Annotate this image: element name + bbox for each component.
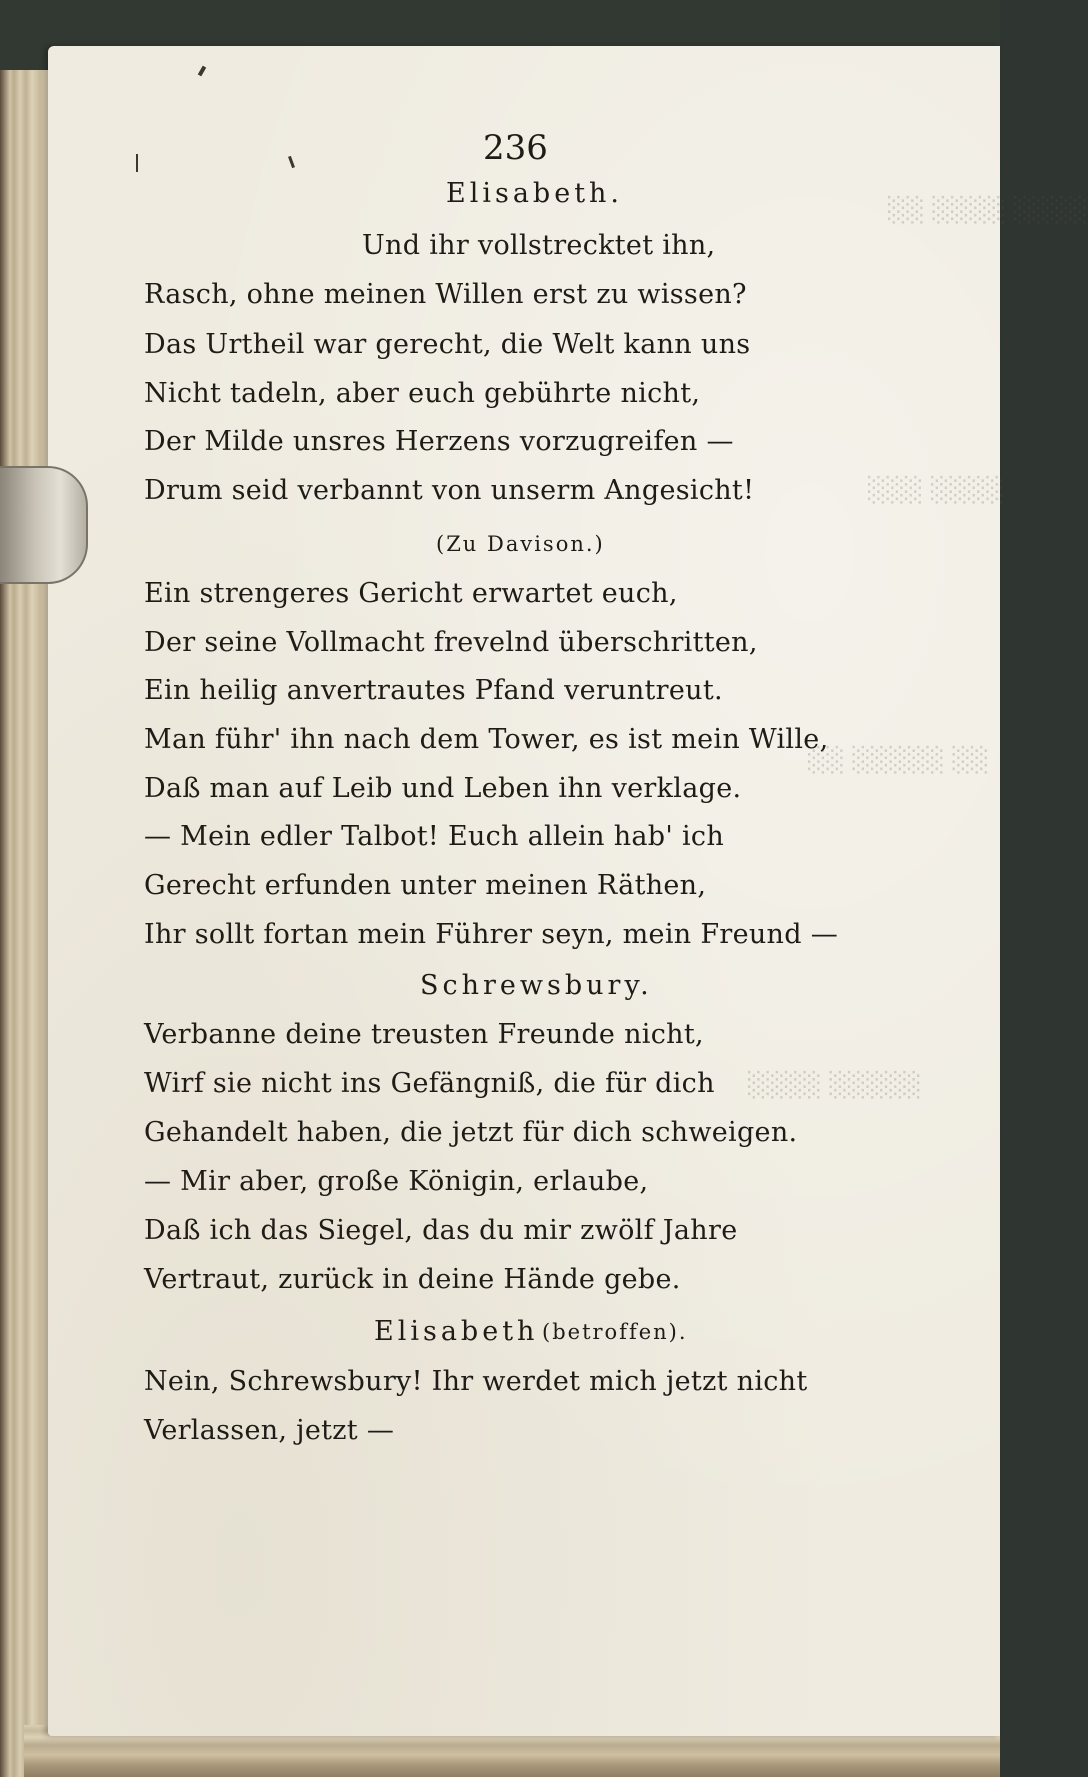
paper-speck	[136, 154, 138, 172]
verse-line: Und ihr vollstrecktet ihn,	[362, 230, 716, 261]
verse-line: Ihr sollt fortan mein Führer seyn, mein Freund —	[144, 919, 839, 950]
verse-line: Gehandelt haben, die jetzt für dich schweigen.	[144, 1117, 798, 1148]
stage-direction: (betroffen).	[542, 1320, 688, 1344]
stage-direction: (Zu Davison.)	[436, 532, 605, 556]
show-through-text: ░░░ ░░░░	[868, 476, 1005, 504]
verse-line: Nein, Schrewsbury! Ihr werdet mich jetzt nicht	[144, 1366, 808, 1397]
book-page	[48, 46, 1088, 1736]
paper-speck	[198, 66, 206, 77]
page-number: 236	[483, 128, 548, 168]
bookmark-clip	[0, 466, 88, 584]
verse-line: Ein heilig anvertrautes Pfand veruntreut.	[144, 675, 723, 706]
verse-line: Das Urtheil war gerecht, die Welt kann uns	[144, 329, 751, 360]
show-through-text: ░░ ░░░░ ░░░░	[888, 196, 1088, 224]
verse-line: — Mir aber, große Königin, erlaube,	[144, 1166, 649, 1197]
verse-line: Verbanne deine treusten Freunde nicht,	[144, 1019, 704, 1050]
show-through-text: ░░░░ ░░░░░	[748, 1071, 922, 1099]
verse-line: Man führ' ihn nach dem Tower, es ist mein Wille,	[144, 724, 829, 755]
verse-line: Daß ich das Siegel, das du mir zwölf Jahre	[144, 1215, 738, 1246]
verse-line: Vertraut, zurück in deine Hände gebe.	[144, 1264, 681, 1295]
verse-line: Ein strengeres Gericht erwartet euch,	[144, 578, 678, 609]
speaker-heading: Elisabeth	[374, 1316, 539, 1347]
verse-line: Der seine Vollmacht frevelnd überschritten,	[144, 627, 758, 658]
show-through-text: ░░ ░░░░░ ░░	[808, 746, 990, 774]
verse-line: Nicht tadeln, aber euch gebührte nicht,	[144, 378, 701, 409]
verse-line: Daß man auf Leib und Leben ihn verklage.	[144, 773, 742, 804]
speaker-heading: Schrewsbury.	[420, 970, 653, 1001]
paper-speck	[288, 156, 295, 168]
verse-line: Drum seid verbannt von unserm Angesicht!	[144, 475, 755, 506]
verse-line: Rasch, ohne meinen Willen erst zu wissen?	[144, 279, 747, 310]
verse-line: Der Milde unsres Herzens vorzugreifen —	[144, 426, 734, 457]
verse-line: Wirf sie nicht ins Gefängniß, die für dich	[144, 1068, 715, 1099]
speaker-heading: Elisabeth.	[446, 178, 624, 209]
verse-line: Verlassen, jetzt —	[144, 1415, 395, 1446]
verse-line: Gerecht erfunden unter meinen Räthen,	[144, 870, 707, 901]
verse-line: — Mein edler Talbot! Euch allein hab' ich	[144, 821, 725, 852]
